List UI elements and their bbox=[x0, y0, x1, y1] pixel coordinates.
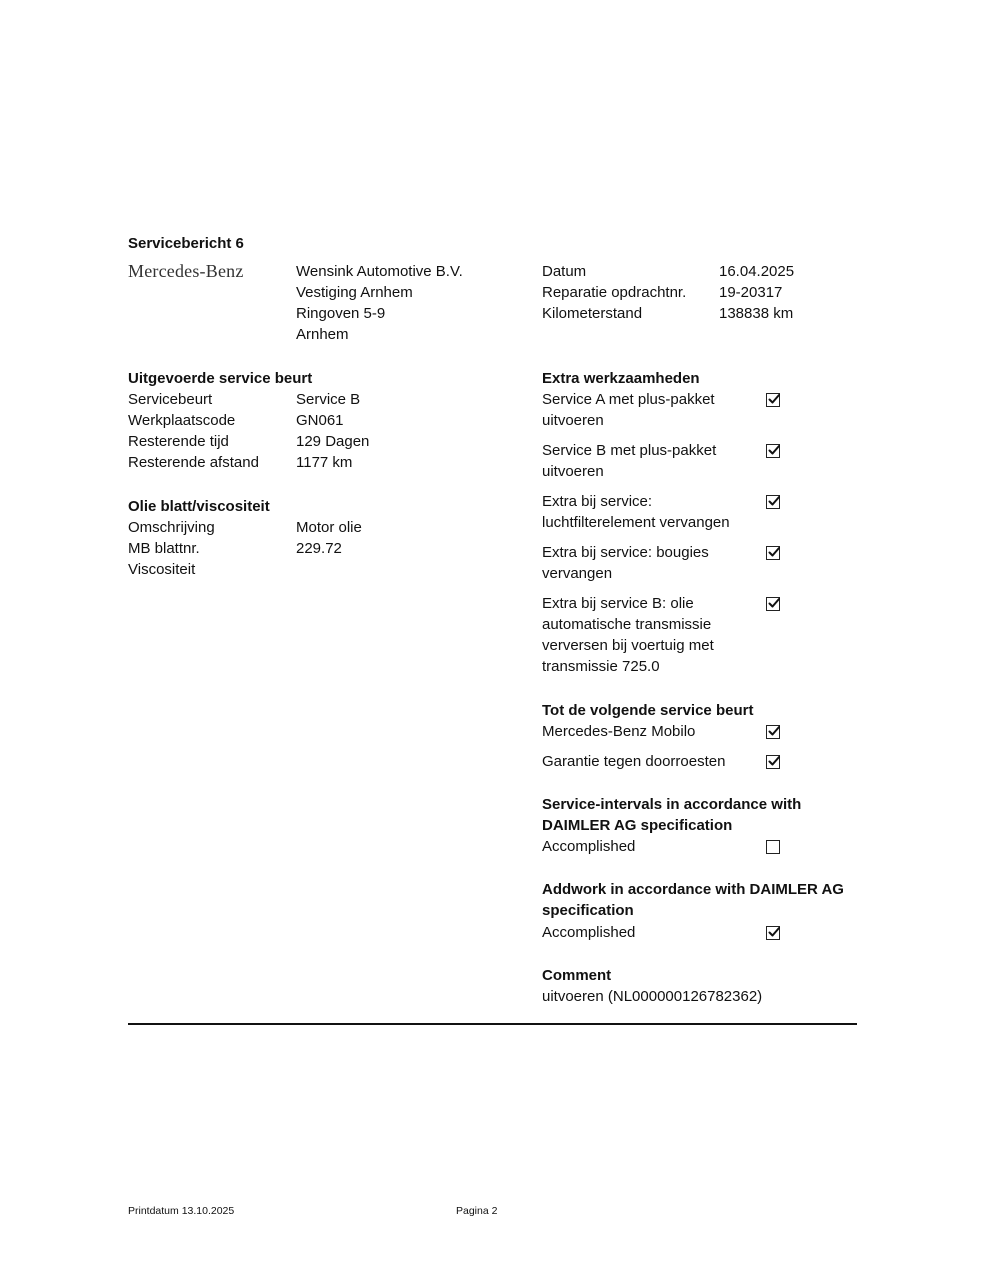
brand-logo-text: Mercedes-Benz bbox=[128, 261, 244, 281]
meta-values bbox=[719, 261, 794, 324]
workshop-code-label: Werkplaatscode bbox=[128, 412, 236, 429]
checkmark-icon bbox=[766, 924, 782, 940]
checkmark-icon bbox=[766, 493, 782, 509]
oil-sheet-number-value: 229.72 bbox=[296, 540, 342, 557]
print-date: Printdatum 13.10.2025 bbox=[128, 1205, 235, 1217]
extra-item-3 bbox=[542, 491, 730, 533]
remaining-distance-value: 1177 km bbox=[296, 454, 353, 471]
extra-item-5-line-2: automatische transmissie bbox=[542, 616, 712, 633]
addwork-heading bbox=[542, 879, 844, 921]
extra-item-5-line-3: verversen bij voertuig met bbox=[542, 637, 714, 654]
oil-description-label: Omschrijving bbox=[128, 519, 215, 536]
addwork-accomplished-checkbox bbox=[766, 926, 780, 940]
service-values bbox=[296, 389, 369, 473]
service-heading: Uitgevoerde service beurt bbox=[128, 370, 313, 387]
oil-labels bbox=[128, 517, 215, 580]
oil-values bbox=[296, 517, 362, 580]
next-item-mobilo-label: Mercedes-Benz Mobilo bbox=[542, 723, 696, 740]
extra-item-4-line-1: Extra bij service: bougies bbox=[542, 544, 709, 561]
extra-item-3-line-1: Extra bij service: bbox=[542, 493, 653, 510]
checkmark-icon bbox=[766, 442, 782, 458]
page-title: Servicebericht 6 bbox=[128, 235, 244, 252]
extra-item-4 bbox=[542, 542, 709, 584]
remaining-distance-label: Resterende afstand bbox=[128, 454, 259, 471]
date-value: 16.04.2025 bbox=[719, 263, 795, 280]
extra-item-1-line-1: Service A met plus-pakket bbox=[542, 391, 715, 408]
checkmark-icon bbox=[766, 753, 782, 769]
intervals-heading-line-2: DAIMLER AG specification bbox=[542, 817, 733, 834]
meta-labels bbox=[542, 261, 686, 324]
extra-item-2-line-1: Service B met plus-pakket bbox=[542, 442, 717, 459]
extra-work-heading: Extra werkzaamheden bbox=[542, 370, 700, 387]
extra-item-1 bbox=[542, 389, 715, 431]
oil-description-value: Motor olie bbox=[296, 519, 362, 536]
extra-item-2-checkbox bbox=[766, 444, 780, 458]
extra-item-1-checkbox bbox=[766, 393, 780, 407]
remaining-time-value: 129 Dagen bbox=[296, 433, 370, 450]
next-service-heading: Tot de volgende service beurt bbox=[542, 702, 754, 719]
service-type-label: Servicebeurt bbox=[128, 391, 213, 408]
checkmark-icon bbox=[766, 391, 782, 407]
oil-heading: Olie blatt/viscositeit bbox=[128, 498, 270, 515]
remaining-time-label: Resterende tijd bbox=[128, 433, 229, 450]
page-number: Pagina 2 bbox=[456, 1205, 498, 1217]
oil-sheet-number-label: MB blattnr. bbox=[128, 540, 200, 557]
comment-text: uitvoeren (NL000000126782362) bbox=[542, 988, 763, 1005]
checkmark-icon bbox=[766, 595, 782, 611]
extra-item-4-checkbox bbox=[766, 546, 780, 560]
next-item-rust-checkbox bbox=[766, 755, 780, 769]
intervals-accomplished-label: Accomplished bbox=[542, 838, 636, 855]
extra-item-5-checkbox bbox=[766, 597, 780, 611]
date-label: Datum bbox=[542, 263, 587, 280]
service-labels bbox=[128, 389, 259, 473]
extra-item-4-line-2: vervangen bbox=[542, 565, 613, 582]
intervals-accomplished-checkbox bbox=[766, 840, 780, 854]
extra-item-3-checkbox bbox=[766, 495, 780, 509]
mileage-label: Kilometerstand bbox=[542, 305, 643, 322]
extra-item-5-line-1: Extra bij service B: olie bbox=[542, 595, 694, 612]
dealer-branch: Vestiging Arnhem bbox=[296, 284, 413, 301]
order-number-value: 19-20317 bbox=[719, 284, 783, 301]
addwork-accomplished-label: Accomplished bbox=[542, 924, 636, 941]
service-type-value: Service B bbox=[296, 391, 361, 408]
next-item-rust-label: Garantie tegen doorroesten bbox=[542, 753, 726, 770]
comment-heading: Comment bbox=[542, 967, 612, 984]
oil-viscosity-value bbox=[296, 559, 362, 580]
addwork-heading-line-2: specification bbox=[542, 902, 634, 919]
mileage-value: 138838 km bbox=[719, 305, 794, 322]
extra-item-2-line-2: uitvoeren bbox=[542, 463, 604, 480]
order-number-label: Reparatie opdrachtnr. bbox=[542, 284, 687, 301]
next-item-mobilo-checkbox bbox=[766, 725, 780, 739]
dealer-street: Ringoven 5-9 bbox=[296, 305, 386, 322]
dealer-city: Arnhem bbox=[296, 326, 349, 343]
dealer-address bbox=[296, 261, 463, 345]
extra-item-5-line-4: transmissie 725.0 bbox=[542, 658, 660, 675]
checkmark-icon bbox=[766, 544, 782, 560]
extra-item-2 bbox=[542, 440, 716, 482]
addwork-heading-line-1: Addwork in accordance with DAIMLER AG bbox=[542, 881, 844, 898]
workshop-code-value: GN061 bbox=[296, 412, 344, 429]
intervals-heading bbox=[542, 794, 801, 836]
oil-viscosity-label: Viscositeit bbox=[128, 561, 196, 578]
extra-item-5 bbox=[542, 593, 714, 677]
checkmark-icon bbox=[766, 723, 782, 739]
extra-item-3-line-2: luchtfilterelement vervangen bbox=[542, 514, 730, 531]
dealer-name: Wensink Automotive B.V. bbox=[296, 263, 463, 280]
extra-item-1-line-2: uitvoeren bbox=[542, 412, 604, 429]
bottom-divider bbox=[128, 1023, 857, 1025]
intervals-heading-line-1: Service-intervals in accordance with bbox=[542, 796, 802, 813]
